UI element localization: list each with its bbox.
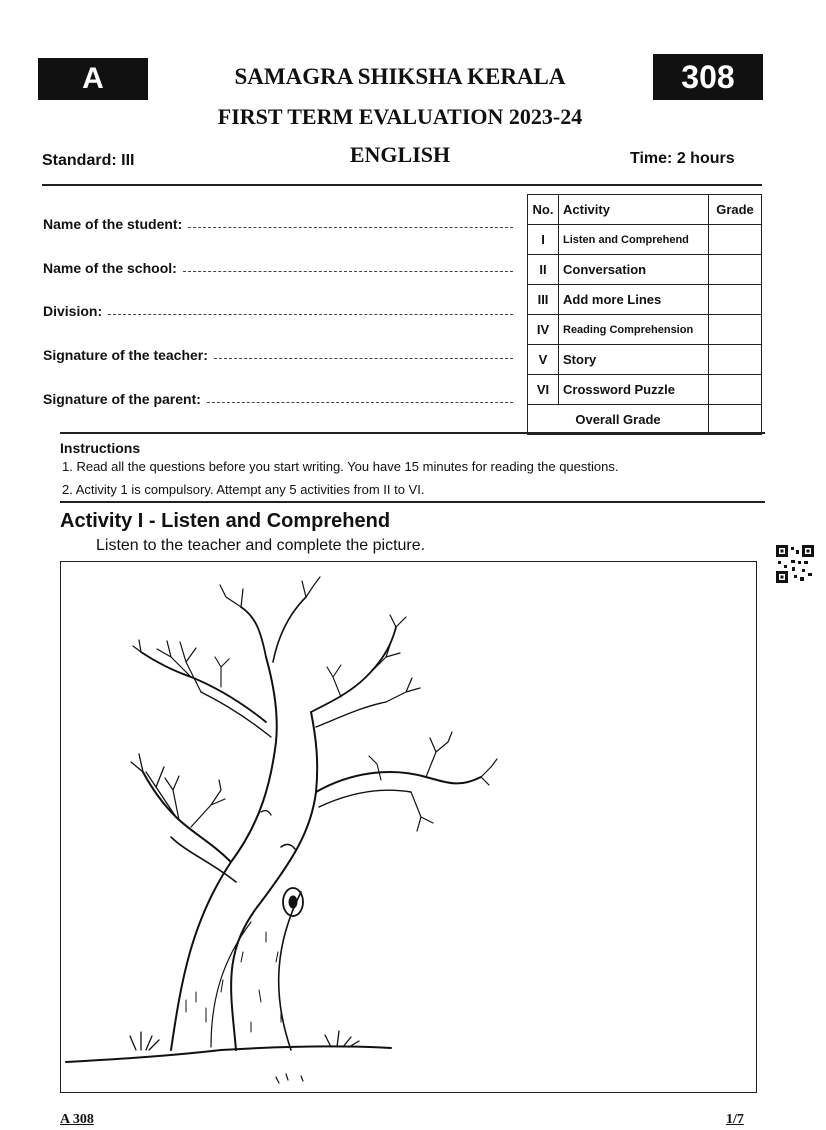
page-number: 1/7	[726, 1112, 744, 1127]
grade-cell[interactable]	[709, 225, 762, 255]
table-row	[528, 285, 762, 315]
student-name-field[interactable]	[43, 216, 513, 232]
overall-grade-label: Overall Grade	[528, 405, 709, 435]
row-no: V	[528, 345, 559, 375]
activity-title: Activity I - Listen and Comprehend	[60, 510, 391, 532]
instructions-top-divider	[60, 432, 765, 434]
row-no: II	[528, 255, 559, 285]
qr-code-icon	[776, 545, 814, 583]
table-header-row	[528, 195, 762, 225]
overall-grade-cell[interactable]	[709, 405, 762, 435]
time-label: Time: 2 hours	[630, 150, 735, 167]
row-activity: Reading Comprehension	[559, 315, 709, 345]
instructions-bottom-divider	[60, 501, 765, 503]
row-no: IV	[528, 315, 559, 345]
blank-line	[108, 314, 513, 315]
table-row	[528, 345, 762, 375]
footer-paper-code: A 308	[60, 1112, 94, 1127]
instructions-title: Instructions	[60, 440, 141, 456]
activity-grade-table	[527, 194, 762, 435]
school-name-field[interactable]	[43, 260, 513, 276]
picture-drawing-area[interactable]	[60, 561, 757, 1093]
overall-row	[528, 405, 762, 435]
division-field[interactable]	[43, 303, 513, 319]
col-no-header: No.	[528, 195, 559, 225]
row-activity: Story	[559, 345, 709, 375]
row-activity: Listen and Comprehend	[559, 225, 709, 255]
table-row	[528, 375, 762, 405]
activity-instruction: Listen to the teacher and complete the picture.	[96, 537, 426, 554]
row-activity: Conversation	[559, 255, 709, 285]
blank-line	[207, 402, 513, 403]
header-divider	[42, 184, 762, 186]
field-label: Name of the student:	[43, 216, 183, 232]
grade-cell[interactable]	[709, 255, 762, 285]
grade-cell[interactable]	[709, 375, 762, 405]
row-no: III	[528, 285, 559, 315]
standard-label: Standard: III	[42, 152, 135, 169]
row-no: VI	[528, 375, 559, 405]
field-label: Signature of the parent:	[43, 391, 201, 407]
set-code-badge: A	[38, 58, 148, 100]
grade-cell[interactable]	[709, 285, 762, 315]
blank-line	[188, 227, 513, 228]
organization-title: SAMAGRA SHIKSHA KERALA	[234, 64, 566, 89]
row-no: I	[528, 225, 559, 255]
paper-number-badge: 308	[653, 54, 763, 100]
instruction-item: 2. Activity 1 is compulsory. Attempt any 5 activities from II to VI.	[62, 482, 425, 497]
row-activity: Add more Lines	[559, 285, 709, 315]
field-label: Signature of the teacher:	[43, 347, 208, 363]
parent-signature-field[interactable]	[43, 391, 513, 407]
col-grade-header: Grade	[709, 195, 762, 225]
col-activity-header: Activity	[559, 195, 709, 225]
grade-cell[interactable]	[709, 345, 762, 375]
bare-tree-drawing	[61, 562, 756, 1092]
subject-title: ENGLISH	[349, 142, 451, 167]
exam-title: FIRST TERM EVALUATION 2023-24	[217, 104, 583, 129]
instruction-item: 1. Read all the questions before you start writing. You have 15 minutes for reading the questions.	[62, 459, 619, 474]
field-label: Division:	[43, 303, 103, 319]
blank-line	[214, 358, 513, 359]
blank-line	[183, 271, 513, 272]
grade-cell[interactable]	[709, 315, 762, 345]
table-row	[528, 255, 762, 285]
table-row	[528, 225, 762, 255]
teacher-signature-field[interactable]	[43, 347, 513, 363]
field-label: Name of the school:	[43, 260, 177, 276]
row-activity: Crossword Puzzle	[559, 375, 709, 405]
table-row	[528, 315, 762, 345]
